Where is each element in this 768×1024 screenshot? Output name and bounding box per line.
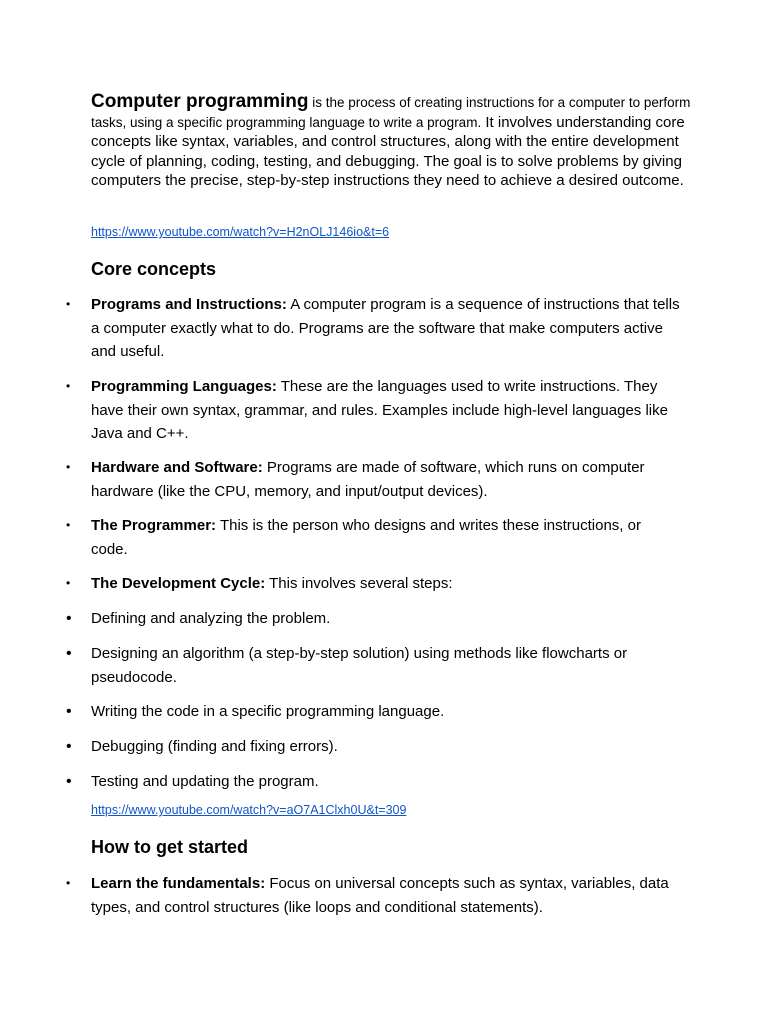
bullet-icon: • [66,773,72,790]
document-title: Computer programming [91,91,309,112]
bullet-icon: • [66,297,71,311]
list-item-text: This is the person who designs and writes these instructions, or code. [91,517,641,558]
bullet-icon: • [66,576,71,590]
video-link-2[interactable]: https://www.youtube.com/watch?v=aO7A1Clxh0U&t=309 [91,803,407,817]
video-link-1[interactable]: https://www.youtube.com/watch?v=H2nOLJ146io&t=6 [91,225,390,239]
list-item-text: Focus on universal concepts such as syntax, variables, data types, and control structures (like loops and conditional statements). [91,875,669,916]
bullet-icon: • [66,379,71,393]
bullet-icon: • [66,876,71,890]
bullet-icon: • [66,645,72,662]
list-item-term: The Programmer: [91,517,217,534]
bullet-icon: • [66,460,71,474]
list-item-term: Programming Languages: [91,378,277,395]
step-text: Testing and updating the program. [91,773,319,790]
intro-lead-text: is the process of creating instructions for a computer to perform tasks, using a specific programming language to write a program. [91,95,691,130]
bullet-icon: • [66,703,72,720]
list-item-term: Programs and Instructions: [91,296,287,313]
list-item-text: Programs are made of software, which runs on computer hardware (like the CPU, memory, and input/output devices). [91,459,645,500]
heading-how-to-get-started: How to get started [91,837,249,857]
list-item-text: These are the languages used to write instructions. They have their own syntax, grammar, and rules. Examples include high-level languages like Java and C++. [91,378,668,442]
heading-core-concepts: Core concepts [91,259,217,279]
intro-paragraph [91,92,691,191]
list-item-text: A computer program is a sequence of instructions that tells a computer exactly what to do. Programs are the software that make computers active and useful. [91,296,680,360]
step-text: Debugging (finding and fixing errors). [91,738,338,755]
list-item-term: Hardware and Software: [91,459,263,476]
bullet-icon: • [66,518,71,532]
list-item-term: The Development Cycle: [91,575,266,592]
list-item-term: Learn the fundamentals: [91,875,266,892]
bullet-icon: • [66,738,72,755]
intro-body-text: It involves understanding core concepts like syntax, variables, and control structures, along with the entire development cycle of planning, coding, testing, and debugging. The goal is to solve problems by giving computers the precise, step-by-step instructions they need to achieve a desired outcome. [91,113,685,189]
step-text: Writing the code in a specific programming language. [91,703,445,720]
step-text: Defining and analyzing the problem. [91,610,331,627]
list-item-text: This involves several steps: [265,575,453,592]
bullet-icon: • [66,610,72,627]
step-text: Designing an algorithm (a step-by-step solution) using methods like flowcharts or pseudocode. [91,645,628,686]
